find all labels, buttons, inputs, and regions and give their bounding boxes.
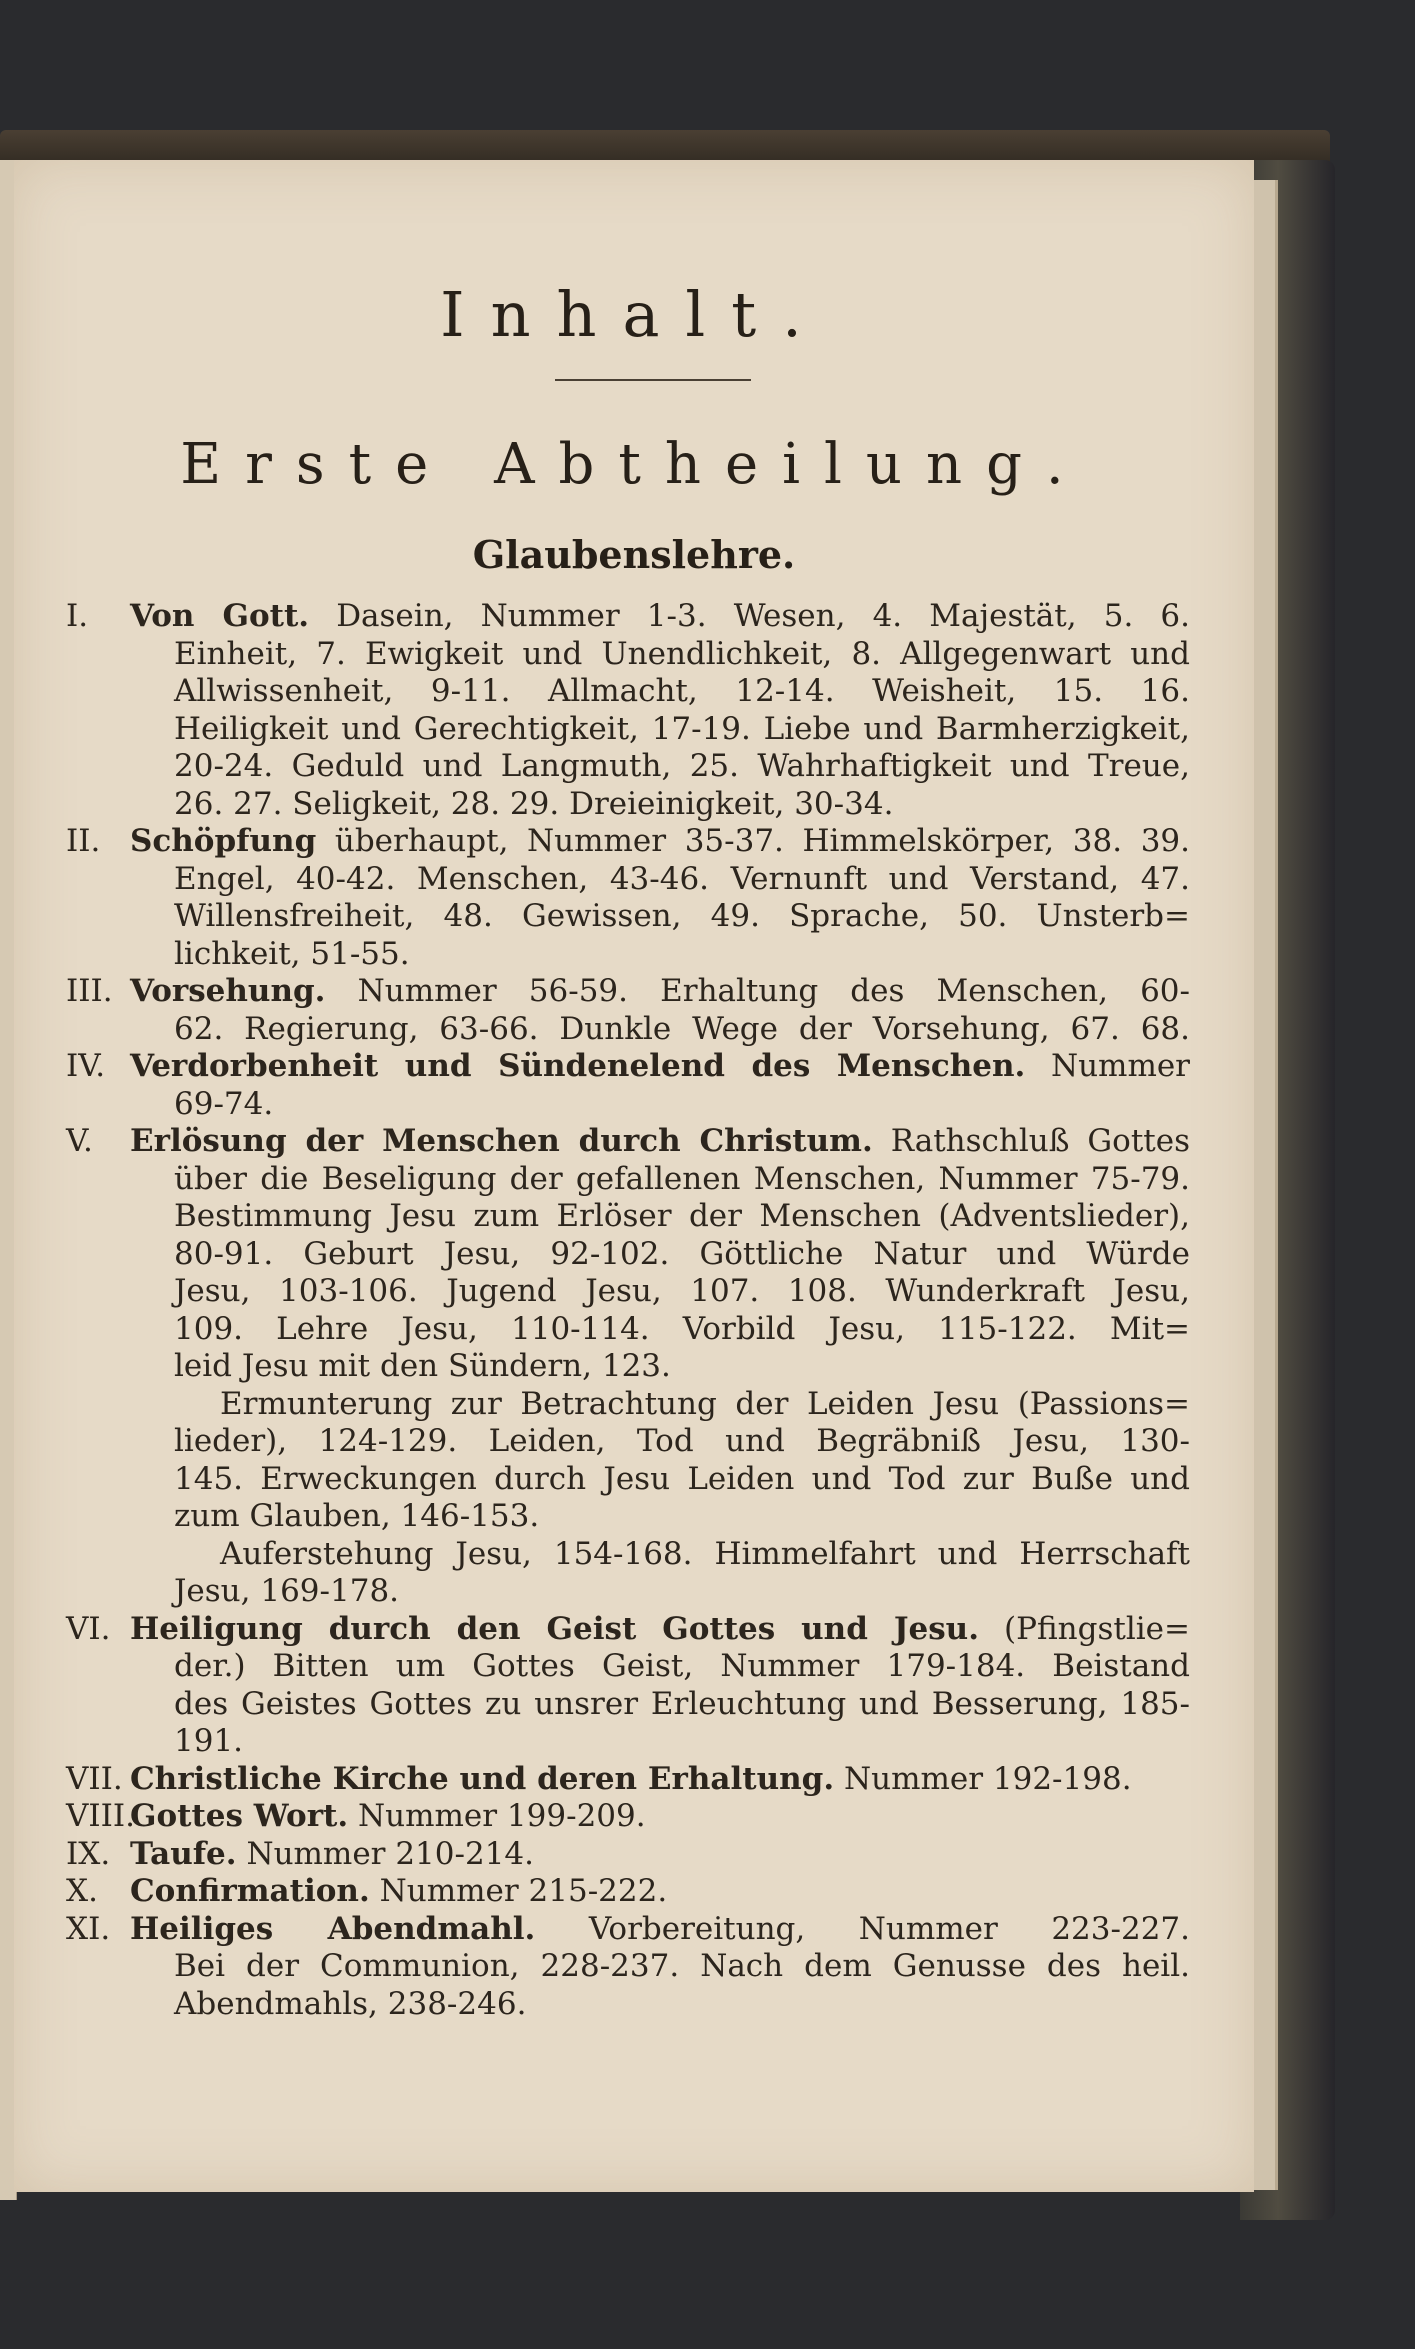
toc-entry-text: 20-24. Geduld und Langmuth, 25. Wahrhaftigkeit und Treue, (174, 748, 1190, 784)
toc-entry-text: zum Glauben, 146-153. (174, 1498, 540, 1534)
toc-line (130, 1536, 1190, 1574)
toc-entry-text: Bestimmung Jesu zum Erlöser der Menschen (Adventslieder), (174, 1198, 1190, 1234)
toc-line (130, 1423, 1190, 1461)
toc-entry-number: IV. (66, 1048, 106, 1084)
toc-line (130, 1311, 1190, 1349)
toc-entry-heading: Erlösung der Menschen durch Christum. (130, 1123, 873, 1159)
toc-entry-text: lichkeit, 51-55. (174, 935, 410, 972)
toc-entry-text: Ermunterung zur Betrachtung der Leiden Jesu (Passions= (220, 1385, 1190, 1422)
toc-entry-heading: Gottes Wort. (130, 1798, 349, 1834)
toc-line (130, 1986, 1190, 2024)
toc-entry-text: leid Jesu mit den Sündern, 123. (174, 1348, 671, 1384)
toc-line (130, 861, 1190, 899)
toc-entry-text: der.) Bitten um Gottes Geist, Nummer 179-184. Beistand (174, 1648, 1190, 1684)
toc-line (66, 1835, 1190, 1874)
table-of-contents (66, 598, 1190, 2023)
toc-entry-number: II. (66, 823, 101, 859)
toc-entry-number: VII. (66, 1760, 123, 1797)
section-heading: Erste Abtheilung. (180, 432, 1088, 497)
toc-entry-heading: Christliche Kirche und deren Erhaltung. (130, 1760, 835, 1797)
toc-line (130, 898, 1190, 936)
toc-entry-text: Nummer 210-214. (246, 1835, 535, 1872)
toc-entry-text: über die Beseligung der gefallenen Menschen, Nummer 75-79. (174, 1160, 1190, 1197)
toc-line (130, 1461, 1190, 1499)
toc-entry-text: 62. Regierung, 63-66. Dunkle Wege der Vorsehung, 67. 68. (174, 1010, 1190, 1047)
toc-entry-text: Jesu, 169-178. (174, 1573, 400, 1609)
toc-line (66, 1910, 1190, 1949)
toc-line (66, 1048, 1190, 1086)
toc-line (130, 1498, 1190, 1536)
toc-entry-text: 145. Erweckungen durch Jesu Leiden und Tod zur Buße und (174, 1460, 1190, 1497)
page-title: Inhalt. (440, 278, 828, 351)
toc-entry-number: III. (66, 973, 113, 1009)
toc-entry-text: Engel, 40-42. Menschen, 43-46. Vernunft und Verstand, 47. (174, 860, 1190, 897)
toc-line (66, 1123, 1190, 1161)
toc-entry-text: Nummer 215-222. (379, 1873, 668, 1909)
toc-entry-text: Heiligkeit und Gerechtigkeit, 17-19. Liebe und Barmherzigkeit, (174, 710, 1190, 747)
toc-entry-text: lieder), 124-129. Leiden, Tod und Begräbniß Jesu, 130- (174, 1423, 1190, 1459)
toc-line (130, 1686, 1190, 1724)
toc-line (130, 1648, 1190, 1686)
toc-entry-number: IX. (66, 1835, 111, 1872)
toc-line (130, 1348, 1190, 1386)
title-divider (555, 379, 751, 381)
toc-entry-text: Nummer 192-198. (843, 1760, 1132, 1797)
toc-entry-text: Auferstehung Jesu, 154-168. Himmelfahrt und Herrschaft (220, 1535, 1190, 1572)
toc-line (66, 1798, 1190, 1836)
toc-entry-text: Allwissenheit, 9-11. Allmacht, 12-14. Weisheit, 15. 16. (174, 673, 1190, 709)
toc-line (130, 1948, 1190, 1986)
toc-line (66, 598, 1190, 636)
toc-line (130, 1573, 1190, 1611)
toc-entry-heading: Confirmation. (130, 1873, 370, 1909)
toc-entry-text: Abendmahls, 238-246. (174, 1985, 527, 2022)
toc-entry-text: 26. 27. Seligkeit, 28. 29. Dreieinigkeit, 30-34. (174, 785, 894, 822)
toc-line (130, 936, 1190, 974)
toc-line (130, 748, 1190, 786)
toc-entry-heading: Von Gott. (130, 598, 310, 634)
toc-line (130, 786, 1190, 824)
toc-line (130, 1236, 1190, 1274)
toc-entry-text: 69-74. (174, 1085, 274, 1122)
toc-entry-text: Rathschluß Gottes (890, 1123, 1190, 1159)
toc-line (130, 1011, 1190, 1049)
subsection-heading: Glaubenslehre. (472, 532, 796, 577)
toc-entry-number: V. (66, 1123, 93, 1159)
toc-line (130, 1086, 1190, 1124)
toc-line (130, 673, 1190, 711)
toc-line (130, 1198, 1190, 1236)
toc-entry-number: VI. (66, 1610, 111, 1647)
toc-line (66, 973, 1190, 1011)
toc-line (66, 1873, 1190, 1911)
toc-entry-text: Jesu, 103-106. Jugend Jesu, 107. 108. Wunderkraft Jesu, (174, 1273, 1190, 1309)
toc-entry-text: 191. (174, 1723, 244, 1759)
toc-entry-heading: Verdorbenheit und Sündenelend des Menschen. (130, 1048, 1026, 1084)
toc-entry-text: Dasein, Nummer 1-3. Wesen, 4. Majestät, 5. 6. (336, 598, 1190, 634)
toc-entry-text: 80-91. Geburt Jesu, 92-102. Göttliche Natur und Würde (174, 1235, 1190, 1272)
toc-line (130, 711, 1190, 749)
toc-line (66, 1610, 1190, 1649)
toc-entry-heading: Taufe. (130, 1835, 237, 1872)
toc-entry-heading: Vorsehung. (130, 973, 326, 1009)
toc-entry-text: überhaupt, Nummer 35-37. Himmelskörper, 38. 39. (334, 823, 1190, 859)
toc-entry-number: I. (66, 598, 89, 634)
toc-entry-text: 109. Lehre Jesu, 110-114. Vorbild Jesu, 115-122. Mit= (174, 1310, 1190, 1347)
toc-entry-text: (Pfingstlie= (1004, 1610, 1190, 1647)
toc-entry-text: Einheit, 7. Ewigkeit und Unendlichkeit, 8. Allgegenwart und (174, 635, 1190, 672)
toc-entry-text: Willensfreiheit, 48. Gewissen, 49. Sprache, 50. Unsterb= (174, 898, 1190, 934)
toc-entry-number: X. (66, 1873, 98, 1909)
toc-entry-heading: Schöpfung (130, 823, 317, 859)
toc-line (130, 1723, 1190, 1761)
toc-entry-text: Nummer 199-209. (358, 1798, 646, 1834)
toc-line (130, 1273, 1190, 1311)
toc-entry-number: XI. (66, 1910, 111, 1947)
toc-line (130, 1161, 1190, 1199)
toc-line (130, 636, 1190, 674)
toc-entry-text: des Geistes Gottes zu unsrer Erleuchtung und Besserung, 185- (174, 1685, 1190, 1722)
toc-entry-text: Nummer 56-59. Erhaltung des Menschen, 60- (357, 973, 1190, 1009)
toc-line (66, 1760, 1190, 1799)
book-page (14, 160, 1254, 2192)
toc-entry-text: Nummer (1050, 1048, 1190, 1084)
toc-entry-text: Vorbereitung, Nummer 223-227. (588, 1910, 1190, 1947)
toc-entry-heading: Heiliges Abendmahl. (130, 1910, 536, 1947)
toc-line (130, 1386, 1190, 1424)
toc-line (66, 823, 1190, 861)
toc-entry-text: Bei der Communion, 228-237. Nach dem Genusse des heil. (174, 1948, 1190, 1984)
toc-entry-heading: Heiligung durch den Geist Gottes und Jesu. (130, 1610, 980, 1647)
toc-entry-number: VIII. (66, 1798, 135, 1834)
